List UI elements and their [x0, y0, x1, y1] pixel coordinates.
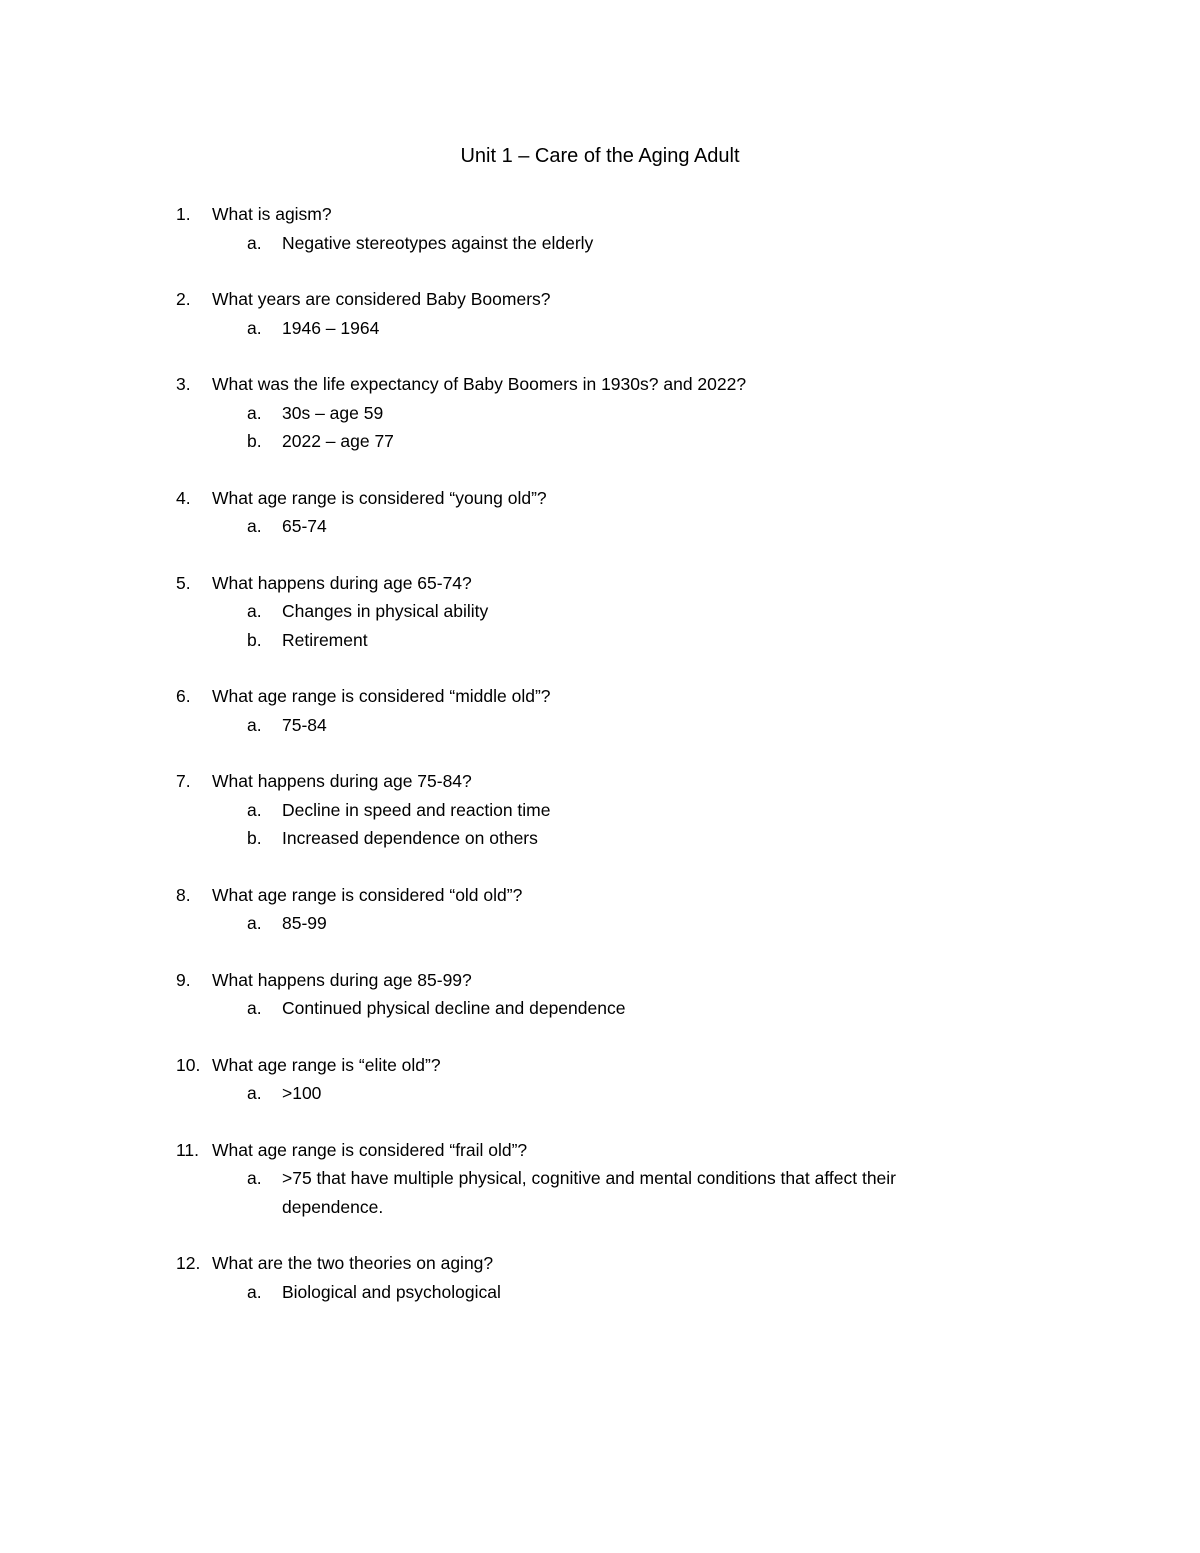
question-text: What age range is considered “middle old”?	[212, 686, 551, 706]
question	[176, 285, 1016, 314]
answer-text: Increased dependence on others	[282, 828, 538, 848]
answer-text: Retirement	[282, 629, 368, 650]
answer-text: 30s – age 59	[282, 402, 384, 423]
answer-text: >100	[282, 1083, 322, 1103]
answer-letter: a.	[247, 1083, 262, 1103]
answer	[176, 796, 1016, 825]
answer-letter: a.	[247, 714, 262, 735]
answer-text: >75 that have multiple physical, cognitive and mental conditions that affect their dependence.	[282, 1168, 897, 1217]
answer-letter: a.	[247, 1168, 262, 1188]
answer	[176, 1278, 1016, 1307]
question-block-1	[176, 200, 1016, 257]
answer-text: 2022 – age 77	[282, 431, 394, 451]
question-number: 3.	[176, 374, 191, 394]
question-text: What age range is considered “young old”?	[212, 487, 547, 508]
answer	[176, 314, 1016, 343]
question-number: 12.	[176, 1253, 201, 1273]
question	[176, 370, 1016, 399]
question	[176, 1136, 1016, 1165]
question-text: What are the two theories on aging?	[212, 1253, 494, 1273]
question-list	[176, 200, 1016, 1334]
question-block-9	[176, 966, 1016, 1023]
question	[176, 767, 1016, 796]
answer	[176, 512, 1016, 541]
question-block-7	[176, 767, 1016, 853]
answer-text: Continued physical decline and dependence	[282, 998, 626, 1018]
answer-letter: a.	[247, 402, 262, 423]
question	[176, 1249, 1016, 1278]
answer-text: 75-84	[282, 714, 327, 735]
answer-letter: a.	[247, 601, 262, 621]
question-number: 4.	[176, 487, 191, 508]
answer	[176, 597, 1016, 626]
answer	[176, 229, 1016, 258]
question-text: What years are considered Baby Boomers?	[212, 289, 551, 309]
answer-letter: a.	[247, 799, 262, 820]
question	[176, 569, 1016, 598]
answer-letter: b.	[247, 629, 262, 650]
answer-letter: a.	[247, 232, 262, 253]
question-number: 7.	[176, 771, 191, 791]
question-text: What happens during age 85-99?	[212, 969, 472, 990]
answer-letter: a.	[247, 1281, 262, 1302]
answer-text: Biological and psychological	[282, 1281, 501, 1302]
answer	[176, 824, 1016, 853]
question-text: What happens during age 75-84?	[212, 771, 472, 791]
answer	[176, 1164, 1016, 1221]
question-text: What age range is considered “old old”?	[212, 884, 523, 905]
answer-letter: b.	[247, 828, 262, 848]
answer-text: 85-99	[282, 913, 327, 933]
question	[176, 966, 1016, 995]
answer-letter: a.	[247, 516, 262, 536]
question-number: 11.	[176, 1139, 200, 1160]
question-block-3	[176, 370, 1016, 456]
question-text: What age range is “elite old”?	[212, 1054, 441, 1075]
question-text: What age range is considered “frail old”?	[212, 1139, 528, 1160]
answer	[176, 1079, 1016, 1108]
question-number: 9.	[176, 969, 191, 990]
question-block-12	[176, 1249, 1016, 1306]
question	[176, 682, 1016, 711]
answer	[176, 711, 1016, 740]
question-block-8	[176, 881, 1016, 938]
answer	[176, 909, 1016, 938]
answer	[176, 399, 1016, 428]
question	[176, 200, 1016, 229]
question-text: What happens during age 65-74?	[212, 572, 472, 593]
question	[176, 484, 1016, 513]
answer-text: Changes in physical ability	[282, 601, 489, 621]
answer-letter: a.	[247, 998, 262, 1018]
question-block-6	[176, 682, 1016, 739]
question	[176, 881, 1016, 910]
answer-letter: a.	[247, 317, 262, 338]
answer-text: 1946 – 1964	[282, 317, 380, 338]
question-block-5	[176, 569, 1016, 655]
question-text: What is agism?	[212, 204, 332, 224]
answer-text: 65-74	[282, 516, 327, 536]
question-block-2	[176, 285, 1016, 342]
question-block-4	[176, 484, 1016, 541]
question-number: 2.	[176, 289, 191, 309]
question-block-10	[176, 1051, 1016, 1108]
question-number: 1.	[176, 204, 191, 224]
answer	[176, 427, 1016, 456]
answer-text: Negative stereotypes against the elderly	[282, 232, 594, 253]
question-number: 10.	[176, 1054, 201, 1075]
answer-letter: a.	[247, 913, 262, 933]
question-number: 8.	[176, 884, 191, 905]
question-text: What was the life expectancy of Baby Boomers in 1930s? and 2022?	[212, 374, 747, 394]
answer	[176, 994, 1016, 1023]
answer-letter: b.	[247, 431, 262, 451]
question-number: 5.	[176, 572, 191, 593]
question-block-11	[176, 1136, 1016, 1222]
document-title: Unit 1 – Care of the Aging Adult	[460, 145, 740, 167]
answer	[176, 626, 1016, 655]
question	[176, 1051, 1016, 1080]
answer-text: Decline in speed and reaction time	[282, 799, 551, 820]
question-number: 6.	[176, 686, 191, 706]
